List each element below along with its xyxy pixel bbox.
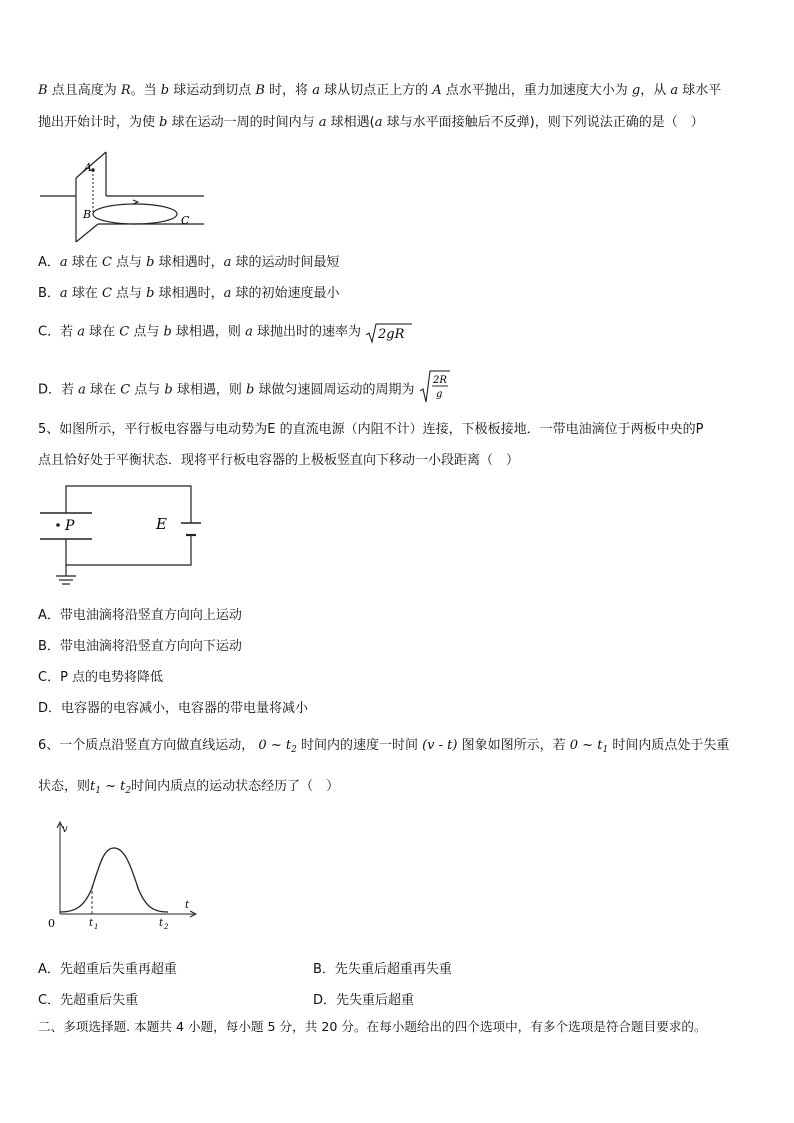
text-segment: 球相遇，则 <box>172 382 246 398</box>
q6-range-0-t2: 0 ~ t <box>258 738 292 753</box>
math-symbol: b <box>146 255 155 270</box>
text-segment: 球在 <box>67 255 102 270</box>
math-symbol: a <box>59 255 68 270</box>
text-segment: D．若 <box>38 382 79 398</box>
point-p-label: P <box>65 518 75 534</box>
q6-t2-sub: 2 <box>125 786 132 796</box>
q5-option-c: C．P 点的电势将降低 <box>38 670 164 685</box>
q6-range-0-t1: 0 ~ t <box>569 738 603 753</box>
emf-e-label: E <box>156 515 167 533</box>
text-segment: 球在 <box>85 382 121 398</box>
math-symbol: C <box>101 255 112 270</box>
q6-prefix: 6、一个质点沿竖直方向做直线运动， <box>38 738 255 753</box>
fraction-denominator: g <box>435 389 443 400</box>
text-segment: 球的运动时间最短 <box>231 255 340 270</box>
q6-t1: t <box>90 779 96 794</box>
text-segment: 球从切点正上方的 <box>319 83 433 98</box>
section-2-heading: 二、多项选择题. 本题共 4 小题，每小题 5 分，共 20 分。在每小题给出的四个选项中，有多个选项是符合题目要求的。 <box>38 1019 707 1034</box>
math-symbol: b <box>164 382 173 398</box>
text-segment: 球在 <box>67 286 102 301</box>
sqrt-expression <box>365 322 413 344</box>
point-b-label: B <box>83 208 92 221</box>
text-segment: 点与 <box>130 382 165 398</box>
math-symbol: b <box>163 324 172 340</box>
q6-mid2: 图象如图所示，若 <box>461 738 566 753</box>
q6-suffix: 时间内质点处于失重 <box>612 738 730 753</box>
q4-figure-circular-motion <box>38 144 208 244</box>
q4-stem-line-2 <box>38 114 704 132</box>
q6-option-a: A．先超重后失重再超重 <box>38 962 177 977</box>
q5-stem-line-2: 点且恰好处于平衡状态．现将平行板电容器的上极板竖直向下移动一小段距离（ ） <box>38 453 520 468</box>
text-segment: A． <box>38 255 60 270</box>
q4-option-a <box>38 254 340 272</box>
point-c-label: C <box>181 214 190 227</box>
text-segment: 球相遇时， <box>154 255 224 270</box>
math-symbol: b <box>246 382 255 398</box>
math-symbol: a <box>245 324 253 340</box>
q4-option-d <box>38 373 451 407</box>
math-symbol: A <box>432 83 442 98</box>
sqrt-fraction <box>419 369 451 403</box>
t2-tick-label: t <box>159 918 164 929</box>
math-symbol: C <box>119 324 130 340</box>
q6-tilde: ~ <box>100 779 121 794</box>
text-segment: 球水平 <box>678 83 722 98</box>
q6-vt: (v - t) <box>422 738 458 753</box>
q6-mid: 时间内的速度一时间 <box>300 738 418 753</box>
math-symbol: B <box>255 83 265 98</box>
text-segment: C．若 <box>38 324 78 340</box>
math-symbol: a <box>312 83 320 98</box>
math-symbol: b <box>160 83 170 98</box>
text-segment: 球与水平面接触后不反弹)，则下列说法正确的是（ ） <box>382 115 704 130</box>
sqrt-radicand: 2gR <box>378 327 405 342</box>
math-symbol: a <box>78 382 86 398</box>
q6-t1-sub: 1 <box>95 786 101 796</box>
math-symbol: a <box>223 255 232 270</box>
text-segment: 点与 <box>111 286 147 301</box>
math-symbol: b <box>159 115 168 130</box>
text-segment: B． <box>38 286 60 301</box>
text-segment: 抛出开始计时，为使 <box>38 115 160 130</box>
text-segment: 时，将 <box>264 83 313 98</box>
math-symbol: a <box>670 83 679 98</box>
math-symbol: a <box>59 286 68 301</box>
text-segment: 点与 <box>129 324 164 340</box>
q6-range-0-t2-sub: 2 <box>291 745 297 755</box>
q6-t2: t <box>120 779 126 794</box>
text-segment: 球相遇，则 <box>171 324 246 340</box>
math-symbol: C <box>120 382 131 398</box>
origin-label: 0 <box>48 917 55 930</box>
q6-line2-prefix: 状态，则 <box>38 779 91 794</box>
text-segment: 球相遇时， <box>154 286 224 301</box>
q5-option-b: B．带电油滴将沿竖直方向向下运动 <box>38 639 242 654</box>
text-segment: 球运动到切点 <box>169 83 256 98</box>
math-symbol: R <box>120 83 131 98</box>
q6-option-d: D．先失重后超重 <box>313 993 415 1008</box>
text-segment: 球抛出时的速率为 <box>252 324 361 340</box>
v-axis-label: v <box>62 824 68 835</box>
q6-stem-line-1 <box>38 737 729 759</box>
text-segment: 球做匀速圆周运动的周期为 <box>254 382 415 398</box>
q6-range-0-t1-sub: 1 <box>602 745 609 755</box>
q5-option-d: D．电容器的电容减小，电容器的带电量将减小 <box>38 701 309 716</box>
text-segment: 球在运动一周的时间内与 <box>167 115 319 130</box>
text-segment: 点与 <box>111 255 147 270</box>
text-segment: 。当 <box>130 83 161 98</box>
math-symbol: B <box>38 83 48 98</box>
t-axis-label: t <box>185 900 190 911</box>
q6-figure-vt-graph <box>44 818 204 933</box>
q6-option-b: B．先失重后超重再失重 <box>313 962 452 977</box>
math-symbol: a <box>77 324 85 340</box>
fraction-numerator: 2R <box>432 375 447 386</box>
text-segment: 球相遇( <box>326 115 375 130</box>
q5-option-a: A．带电油滴将沿竖直方向向上运动 <box>38 608 242 623</box>
q4-stem-line-1 <box>38 82 721 100</box>
q6-option-c: C．先超重后失重 <box>38 993 139 1008</box>
q4-option-c <box>38 321 413 343</box>
math-symbol: a <box>223 286 232 301</box>
text-segment: 点且高度为 <box>47 83 121 98</box>
q5-stem-line-1: 5、如图所示，平行板电容器与电动势为E 的直流电源（内阻不计）连接，下极板接地．一带电油滴位于两板中央的P <box>38 422 704 437</box>
t2-tick-sub: 2 <box>164 923 169 931</box>
math-symbol: a <box>318 115 327 130</box>
t1-tick-sub: 1 <box>94 923 99 931</box>
text-segment: 球在 <box>84 324 120 340</box>
q4-option-b <box>38 285 340 303</box>
math-symbol: C <box>101 286 112 301</box>
t1-tick-label: t <box>89 918 94 929</box>
text-segment: 球的初始速度最小 <box>231 286 340 301</box>
q6-stem-line-2 <box>38 778 339 800</box>
q6-line2-suffix: 时间内质点的运动状态经历了（ ） <box>131 779 340 794</box>
text-segment: ，从 <box>640 83 671 98</box>
q5-figure-capacitor-circuit <box>36 480 206 600</box>
math-symbol: g <box>631 83 641 98</box>
math-symbol: b <box>146 286 155 301</box>
point-a-label: A <box>84 161 92 174</box>
math-symbol: a <box>374 115 383 130</box>
text-segment: 点水平抛出，重力加速度大小为 <box>441 83 632 98</box>
